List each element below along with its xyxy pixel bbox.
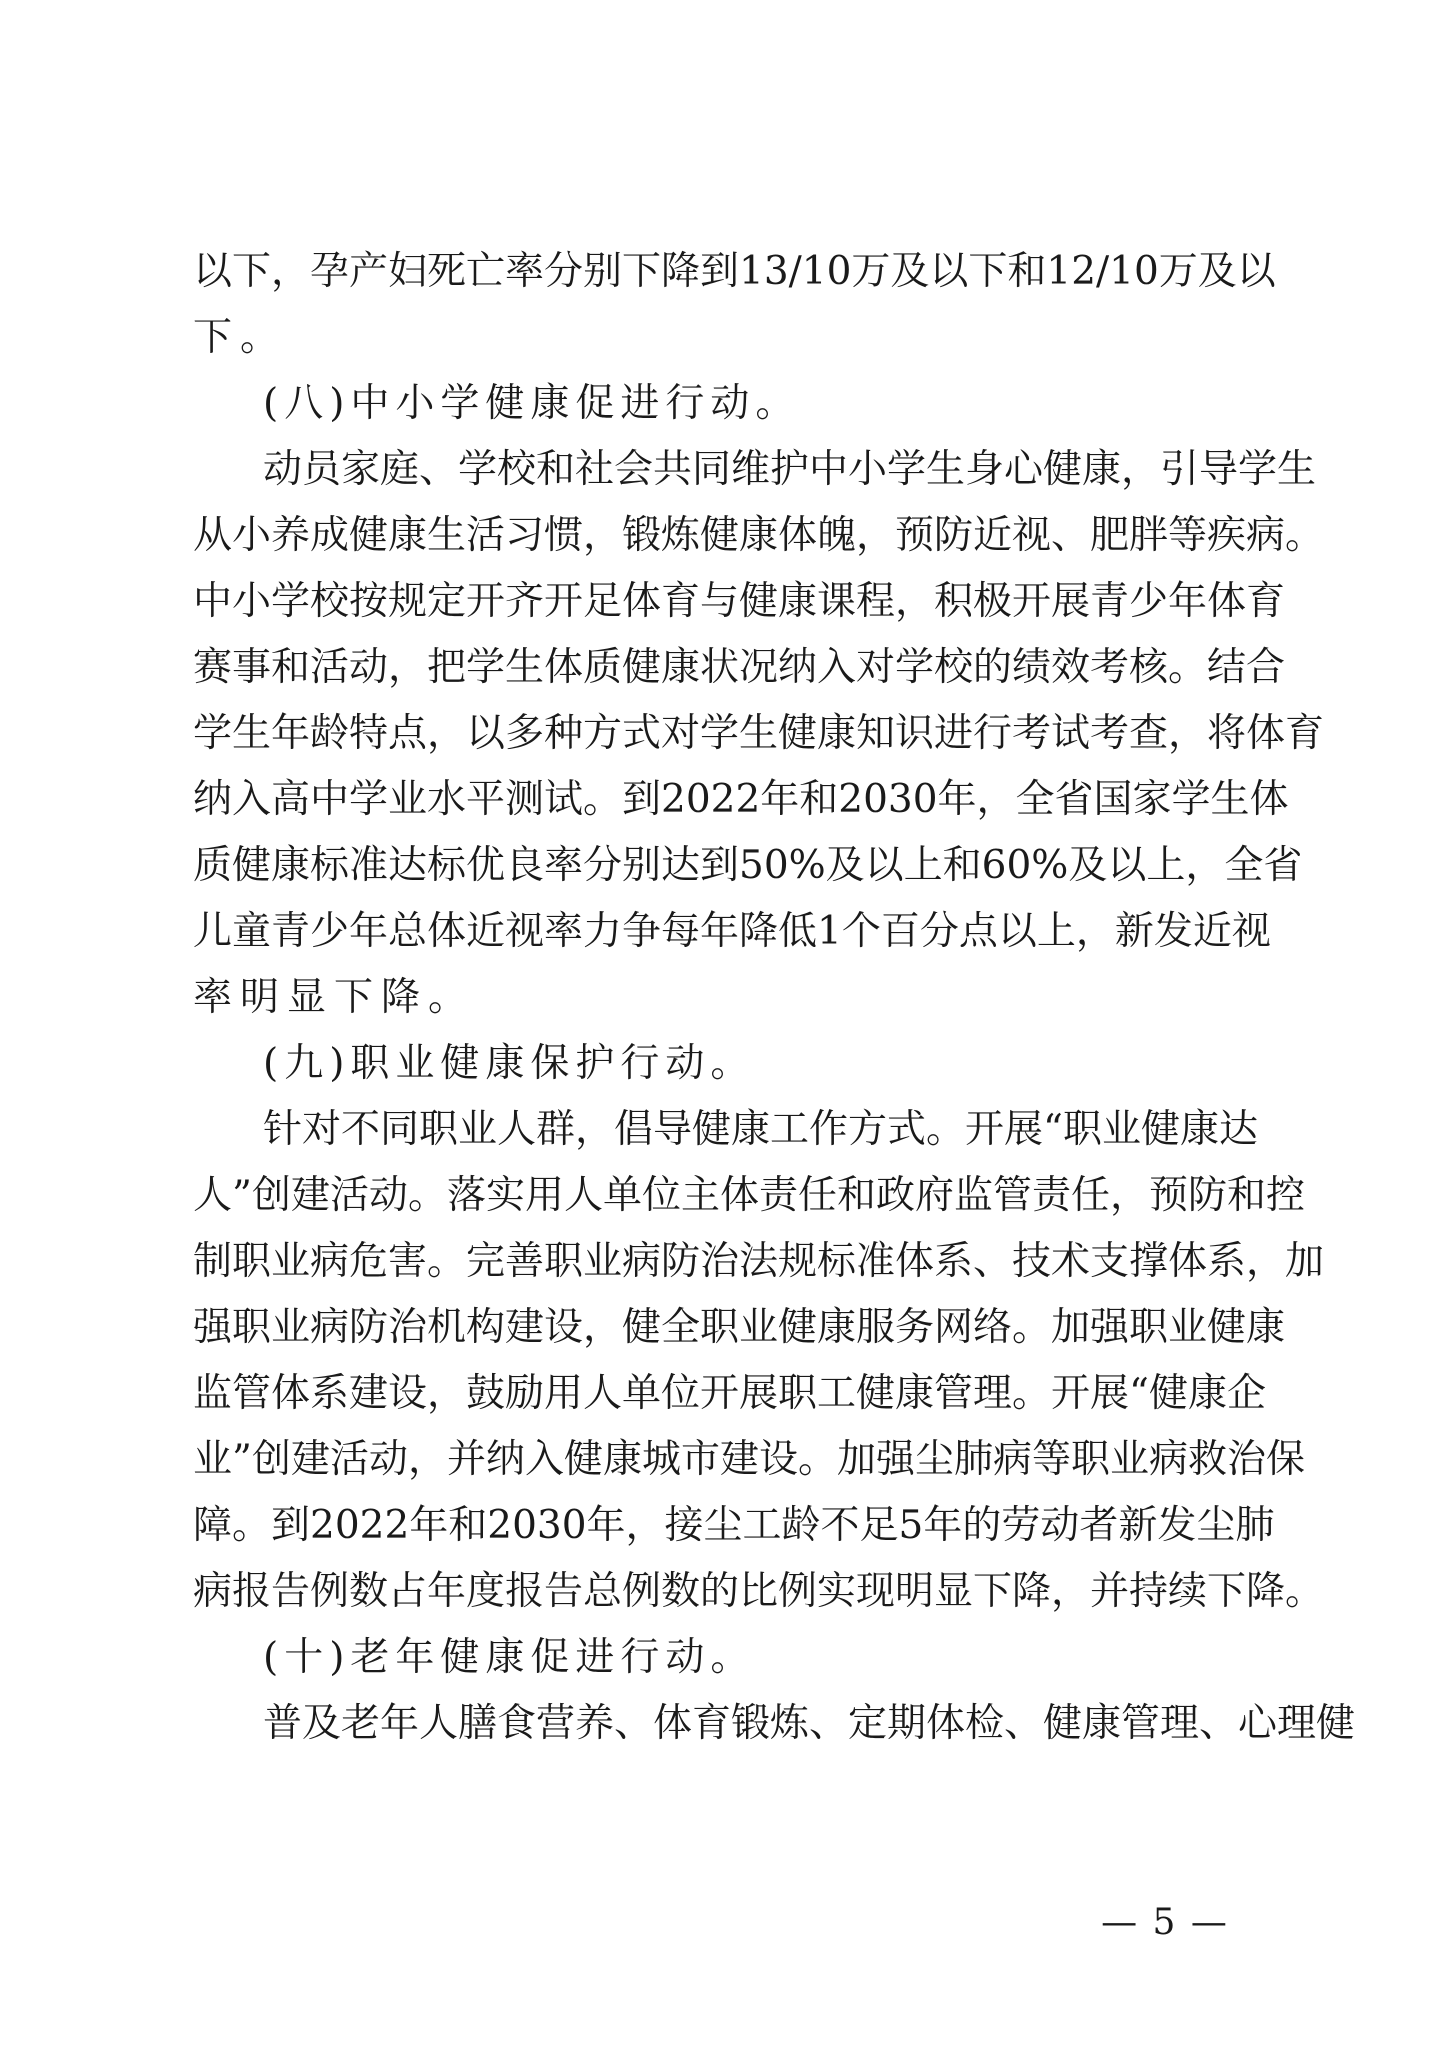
section-heading-9: (九)职业健康保护行动。 (263, 1041, 756, 1086)
text-line: 中小学校按规定开齐开足体育与健康课程，积极开展青少年体育 (193, 579, 1286, 624)
text-line: 质健康标准达标优良率分别达到50%及以上和60%及以上，全省 (193, 843, 1303, 888)
section-heading-10: (十)老年健康促进行动。 (263, 1635, 756, 1680)
text-line: 制职业病危害。完善职业病防治法规标准体系、技术支撑体系，加 (193, 1239, 1325, 1284)
text-line: 学生年龄特点，以多种方式对学生健康知识进行考试考查，将体育 (193, 711, 1325, 756)
text-line: 强职业病防治机构建设，健全职业健康服务网络。加强职业健康 (193, 1305, 1286, 1350)
page-number: — 5 — (1101, 1902, 1229, 1943)
text-line: 以下，孕产妇死亡率分别下降到13/10万及以下和12/10万及以 (193, 249, 1276, 294)
paragraph-first-line: 普及老年人膳食营养、体育锻炼、定期体检、健康管理、心理健 (263, 1701, 1356, 1746)
text-line: 赛事和活动，把学生体质健康状况纳入对学校的绩效考核。结合 (193, 645, 1286, 690)
text-line: 监管体系建设，鼓励用人单位开展职工健康管理。开展“健康企 (193, 1371, 1266, 1416)
text-line: 业”创建活动，并纳入健康城市建设。加强尘肺病等职业病救治保 (193, 1437, 1305, 1482)
text-line: 病报告例数占年度报告总例数的比例实现明显下降，并持续下降。 (193, 1569, 1325, 1614)
text-line: 从小养成健康生活习惯，锻炼健康体魄，预防近视、肥胖等疾病。 (193, 513, 1325, 558)
text-line: 人”创建活动。落实用人单位主体责任和政府监管责任，预防和控 (193, 1173, 1305, 1218)
paragraph-first-line: 针对不同职业人群，倡导健康工作方式。开展“职业健康达 (263, 1107, 1258, 1152)
text-line: 下。 (193, 315, 288, 360)
text-line: 率明显下降。 (193, 975, 476, 1020)
text-line: 障。到2022年和2030年，接尘工龄不足5年的劳动者新发尘肺 (193, 1503, 1275, 1548)
section-heading-8: (八)中小学健康促进行动。 (263, 381, 801, 426)
text-line: 儿童青少年总体近视率力争每年降低1个百分点以上，新发近视 (193, 909, 1271, 954)
text-line: 纳入高中学业水平测试。到2022年和2030年，全省国家学生体 (193, 777, 1289, 822)
paragraph-first-line: 动员家庭、学校和社会共同维护中小学生身心健康，引导学生 (263, 447, 1317, 492)
